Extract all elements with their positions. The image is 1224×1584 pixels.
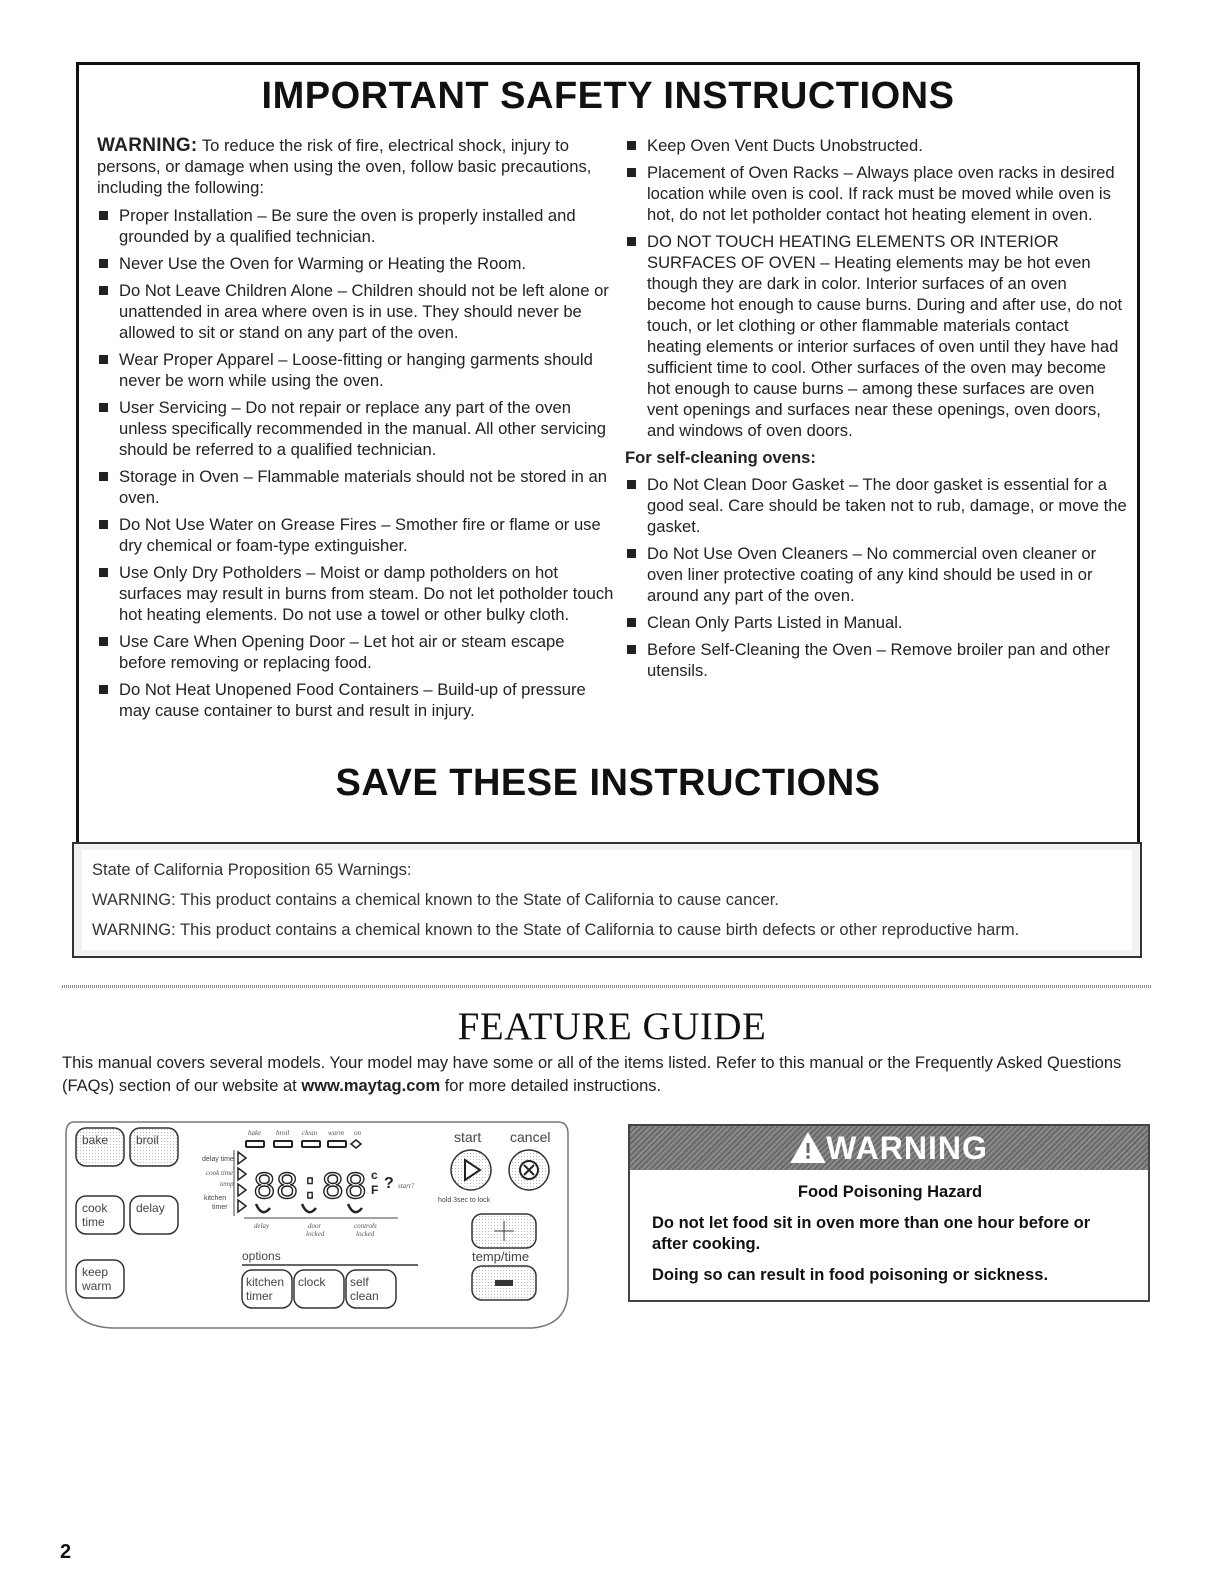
increase-button[interactable] [472,1214,536,1248]
bullet-square-icon [99,259,108,268]
safety-item: Storage in Oven – Flammable materials should not be stored in an oven. [97,466,615,508]
bullet-square-icon [99,568,108,577]
feature-intro: This manual covers several models. Your model may have some or all of the items listed. Refer to this manual or the Frequently Asked Questions (FAQs) section of our website at www.maytag.com for more detailed instructions. [62,1054,1122,1095]
safety-item: Before Self-Cleaning the Oven – Remove broiler pan and other utensils. [625,639,1127,681]
warning-line-2: Doing so can result in food poisoning or sickness. [652,1266,1049,1284]
display-digits: 88:88 [253,1167,368,1210]
safety-item: User Servicing – Do not repair or replace any part of the oven unless specifically recommended in the manual. All other servicing should be referred to a qualified technician. [97,397,615,460]
warning-triangle-icon [790,1132,826,1164]
svg-text:kitchen: kitchen [246,1275,285,1289]
bullet-square-icon [99,637,108,646]
display-temp-label: temp [220,1180,234,1188]
broil-button[interactable] [130,1128,178,1166]
safety-title: IMPORTANT SAFETY INSTRUCTIONS [261,75,955,117]
warning-line-1: Do not let food sit in oven more than one hour before or after cooking. [652,1214,1091,1253]
warning-text: To reduce the risk of fire, electrical shock, injury to persons, or damage when using the oven, follow basic precautions, including the following: [97,136,592,197]
svg-text:warm: warm [82,1279,112,1293]
bullet-square-icon [627,480,636,489]
save-instructions-title: SAVE THESE INSTRUCTIONS [335,762,881,804]
svg-text:broil: broil [136,1133,159,1147]
safety-item: Wear Proper Apparel – Loose-fitting or hanging garments should never be worn while using the oven. [97,349,615,391]
display-start-prompt: start? [398,1182,415,1190]
start-label: start [454,1129,482,1145]
display-arrow-icon [238,1184,246,1196]
bullet-square-icon [99,211,108,220]
bullet-square-icon [627,549,636,558]
display-celsius-icon: c [371,1168,378,1182]
warning-body [630,1170,1148,1300]
display-question-icon: ? [384,1175,394,1192]
display-clean-indicator [302,1141,320,1147]
display-fahrenheit-icon: F [371,1183,379,1197]
display-controls-label: controls [354,1222,377,1230]
self-clean-heading: For self-cleaning ovens: [625,448,816,467]
bullet-square-icon [627,141,636,150]
bullet-square-icon [99,403,108,412]
display-bake-label: bake [248,1129,262,1137]
bullet-square-icon [627,237,636,246]
prop65-warning-reproductive: WARNING: This product contains a chemical known to the State of California to cause birth defects or other reproductive harm. [92,921,1020,939]
warning-banner [630,1126,1148,1170]
cook-time-button[interactable] [76,1196,124,1234]
display-on-label: on [354,1129,361,1137]
feature-guide-title: FEATURE GUIDE [457,1005,767,1048]
options-label: options [242,1249,281,1263]
bullet-square-icon [99,355,108,364]
control-panel-svg [62,1120,572,1332]
warning-label: WARNING: [97,135,198,156]
display-door-locked-label: locked [306,1230,325,1238]
display-warm-indicator [328,1141,346,1147]
svg-text:self: self [350,1275,369,1289]
minus-icon [495,1280,513,1286]
safety-right-column [625,135,1127,687]
display-arrow-icon [238,1200,246,1212]
start-button[interactable] [451,1150,491,1190]
display-clean-label: clean [302,1129,318,1137]
bullet-square-icon [627,618,636,627]
display-arrow-icon [238,1152,246,1164]
cancel-label: cancel [510,1129,551,1145]
svg-text:clean: clean [350,1289,379,1303]
bullet-square-icon [99,472,108,481]
safety-item: Use Only Dry Potholders – Moist or damp potholders on hot surfaces may result in burns from steam. Do not let potholder touch hot heating elements. Do not use a towel or other bulky cloth. [97,562,615,625]
safety-item: Do Not Use Oven Cleaners – No commercial oven cleaner or oven liner protective coating of any kind should be used in or around any part of the oven. [625,543,1127,606]
safety-item: Do Not Use Water on Grease Fires – Smother fire or flame or use dry chemical or foam-type extinguisher. [97,514,615,556]
prop65-heading: State of California Proposition 65 Warnings: [92,861,412,879]
hold-to-lock-label: hold 3sec to lock [438,1197,491,1204]
hazard-title: Food Poisoning Hazard [797,1183,983,1201]
safety-item: Do Not Leave Children Alone – Children should not be left alone or unattended in area where oven is in use. They should never be allowed to sit or stand on any part of the oven. [97,280,615,343]
safety-item: Clean Only Parts Listed in Manual. [625,612,1127,633]
display-warm-label: warm [328,1129,344,1137]
temp-time-label: temp/time [472,1249,530,1264]
svg-text:bake: bake [82,1133,109,1147]
clock-button[interactable] [294,1270,344,1308]
warning-intro [97,135,615,198]
display-bake-indicator [246,1141,264,1147]
section-divider [62,985,1152,988]
kitchen-timer-button[interactable] [242,1270,292,1308]
bullet-square-icon [99,520,108,529]
prop65-box [72,842,1142,958]
svg-text:time: time [82,1215,105,1229]
display-door-label: door [308,1222,322,1230]
warning-banner-text: WARNING [826,1129,988,1166]
safety-left-column [97,135,615,727]
svg-text:clock: clock [298,1275,326,1289]
food-poisoning-warning [628,1124,1150,1302]
display-on-indicator [351,1140,361,1148]
svg-text:timer: timer [246,1289,273,1303]
bullet-square-icon [627,645,636,654]
display-arrow-icon [238,1168,246,1180]
bullet-square-icon [627,168,636,177]
safety-item: DO NOT TOUCH HEATING ELEMENTS OR INTERIOR SURFACES OF OVEN – Heating elements may be hot even though they are dark in color. Interior surfaces of an oven become hot enough to cause burns. During and after use, do not touch, or let clothing or other flammable materials contact heating elements or interior surfaces of oven until they have had sufficient time to cool. Other surfaces of the oven may become hot enough to cause burns – among these surfaces are oven vent openings and surfaces near these openings, oven doors, and windows of oven doors. [625,231,1127,441]
display-cook-time-label: cook time [206,1169,234,1177]
safety-item: Do Not Heat Unopened Food Containers – Build-up of pressure may cause container to burst and result in injury. [97,679,615,721]
keep-warm-button[interactable] [76,1260,124,1298]
display-delay-label: delay [254,1222,270,1230]
delay-button[interactable] [130,1196,178,1234]
website-link[interactable]: www.maytag.com [301,1077,441,1095]
bullet-square-icon [99,685,108,694]
decrease-button[interactable] [472,1266,536,1300]
control-panel-illustration [62,1120,572,1332]
safety-item: Placement of Oven Racks – Always place oven racks in desired location while oven is cool. If rack must be moved while oven is hot, do not let potholder contact hot heating element in oven. [625,162,1127,225]
display-timer-label: timer [212,1204,228,1211]
prop65-content [82,850,1132,950]
safety-item: Never Use the Oven for Warming or Heating the Room. [97,253,615,274]
bake-button[interactable] [76,1128,124,1166]
prop65-warning-cancer: WARNING: This product contains a chemical known to the State of California to cause cancer. [92,891,779,909]
display-broil-indicator [274,1141,292,1147]
oven-display [202,1129,415,1238]
safety-item: Keep Oven Vent Ducts Unobstructed. [625,135,1127,156]
display-kitchen-label: kitchen [204,1195,227,1202]
svg-text:delay: delay [136,1201,165,1215]
safety-item: Use Care When Opening Door – Let hot air or steam escape before removing or replacing food. [97,631,615,673]
display-delay-time-label: delay time [202,1156,234,1163]
bullet-square-icon [99,286,108,295]
display-broil-label: broil [276,1129,290,1137]
svg-text:keep: keep [82,1265,109,1279]
page-number: 2 [60,1541,72,1563]
safety-item: Proper Installation – Be sure the oven is properly installed and grounded by a qualified technician. [97,205,615,247]
safety-instructions-box [76,62,1140,871]
cancel-button[interactable] [509,1150,549,1190]
display-controls-locked-label: locked [356,1230,375,1238]
svg-text:cook: cook [82,1201,108,1215]
self-clean-button[interactable] [346,1270,396,1308]
safety-item: Do Not Clean Door Gasket – The door gasket is essential for a good seal. Care should be taken not to rub, damage, or move the gasket. [625,474,1127,537]
